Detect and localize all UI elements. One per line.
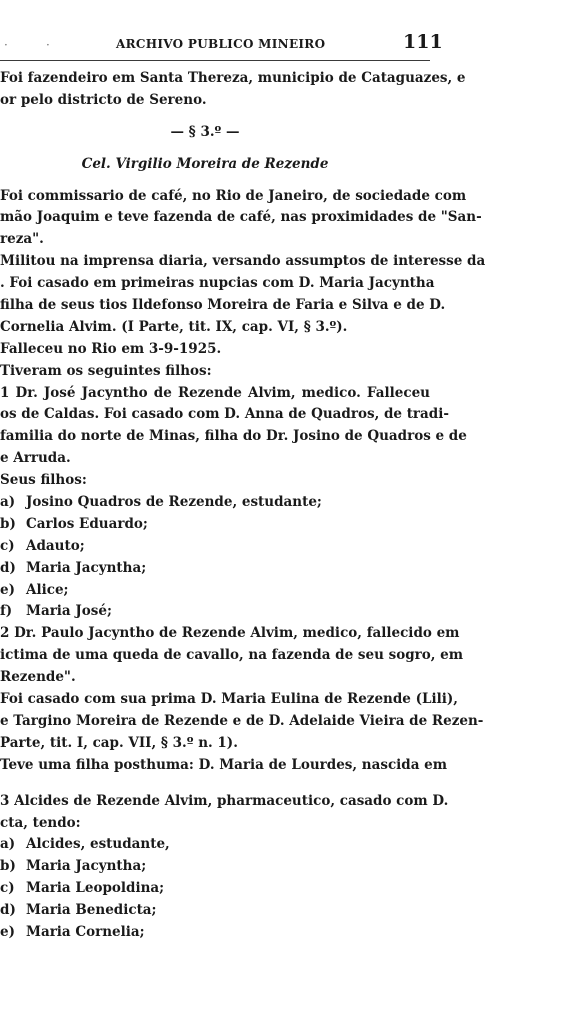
- list-item-name: Alice;: [26, 581, 69, 598]
- page-number: 111: [403, 31, 443, 53]
- text-line: . Foi casado em primeiras nupcias com D. Maria Jacyntha: [0, 275, 435, 292]
- text-line: Foi commissario de café, no Rio de Janeiro, de sociedade com: [0, 187, 467, 204]
- list-item-label: d): [0, 902, 16, 919]
- text-line: or pelo districto de Sereno.: [0, 91, 207, 108]
- section-number: — § 3.º —: [170, 123, 240, 140]
- text-line: filha de seus tios Ildefonso Moreira de Faria e Silva e de D.: [0, 297, 446, 314]
- children-intro-line: Tiveram os seguintes filhos:: [0, 362, 212, 379]
- running-title: ARCHIVO PUBLICO MINEIRO: [116, 37, 326, 51]
- list-item-label: f): [0, 603, 13, 620]
- text-line: Foi fazendeiro em Santa Thereza, municipio de Cataguazes, e: [0, 70, 466, 86]
- list-item-label: b): [0, 858, 16, 875]
- list-item-label: e): [0, 581, 15, 598]
- list-item: [0, 878, 430, 900]
- text-line: Militou na imprensa diaria, versando assumptos de interesse da: [0, 253, 486, 270]
- text-line: ictima de uma queda de cavallo, na fazenda de seu sogro, em: [0, 647, 464, 664]
- children-label: Seus filhos:: [0, 472, 87, 489]
- text-line: e Arruda.: [0, 450, 71, 467]
- list-item-name: Josino Quadros de Rezende, estudante;: [26, 494, 322, 511]
- list-item-label: b): [0, 515, 16, 532]
- list-item-label: c): [0, 537, 15, 554]
- list-item: [0, 834, 430, 856]
- text-line: os de Caldas. Foi casado com D. Anna de Quadros, de tradi-: [0, 406, 449, 423]
- list-item: [0, 514, 430, 536]
- text-line: Foi casado com sua prima D. Maria Eulina de Rezende (Lili),: [0, 691, 458, 708]
- list-item-label: c): [0, 880, 15, 897]
- list-item: [0, 856, 430, 878]
- list-item: [0, 558, 430, 580]
- text-line: cta, tendo:: [0, 814, 81, 831]
- list-item: [0, 601, 430, 623]
- list-item-name: Maria José;: [26, 603, 112, 620]
- list-item: [0, 580, 430, 602]
- list-item-label: d): [0, 559, 16, 576]
- list-item-name: Adauto;: [26, 537, 85, 554]
- page-body: [0, 68, 486, 944]
- header-left-mark: ·: [4, 38, 8, 52]
- text-line: Rezende".: [0, 669, 76, 686]
- list-item-name: Maria Jacyntha;: [26, 559, 147, 576]
- text-line: Teve uma filha posthuma: D. Maria de Lourdes, nascida em: [0, 756, 448, 773]
- section-heading: Cel. Virgilio Moreira de Rezende: [81, 155, 329, 172]
- text-line: 1 Dr. José Jacyntho de Rezende Alvim, medico. Falleceu: [0, 384, 430, 401]
- header-rule: [0, 60, 430, 61]
- text-line: reza".: [0, 231, 44, 248]
- text-line: 2 Dr. Paulo Jacyntho de Rezende Alvim, medico, fallecido em: [0, 625, 460, 642]
- death-date-line: Falleceu no Rio em 3-9-1925.: [0, 340, 222, 357]
- list-item-name: Maria Jacyntha;: [26, 858, 147, 875]
- text-line: 3 Alcides de Rezende Alvim, pharmaceutico, casado com D.: [0, 792, 449, 809]
- list-item-name: Maria Leopoldina;: [26, 880, 165, 897]
- list-item-name: Maria Benedicta;: [26, 902, 157, 919]
- list-item: [0, 536, 430, 558]
- list-item: [0, 492, 430, 514]
- list-item-label: e): [0, 923, 15, 940]
- list-item-name: Maria Cornelia;: [26, 923, 145, 940]
- running-header: [0, 28, 573, 58]
- text-line: Cornelia Alvim. (I Parte, tit. IX, cap. VI, § 3.º).: [0, 318, 348, 335]
- text-line: mão Joaquim e teve fazenda de café, nas proximidades de "San-: [0, 209, 482, 226]
- list-item-name: Carlos Eduardo;: [26, 515, 148, 532]
- list-item-name: Alcides, estudante,: [26, 836, 170, 853]
- list-item: [0, 922, 430, 944]
- text-line: e Targino Moreira de Rezende e de D. Adelaide Vieira de Rezen-: [0, 712, 484, 729]
- list-item-label: a): [0, 836, 16, 853]
- text-line: familia do norte de Minas, filha do Dr. Josino de Quadros e de: [0, 428, 467, 445]
- list-item: [0, 900, 430, 922]
- text-line: Parte, tit. I, cap. VII, § 3.º n. 1).: [0, 734, 238, 751]
- list-item-label: a): [0, 494, 16, 511]
- header-mid-mark: ·: [46, 38, 50, 52]
